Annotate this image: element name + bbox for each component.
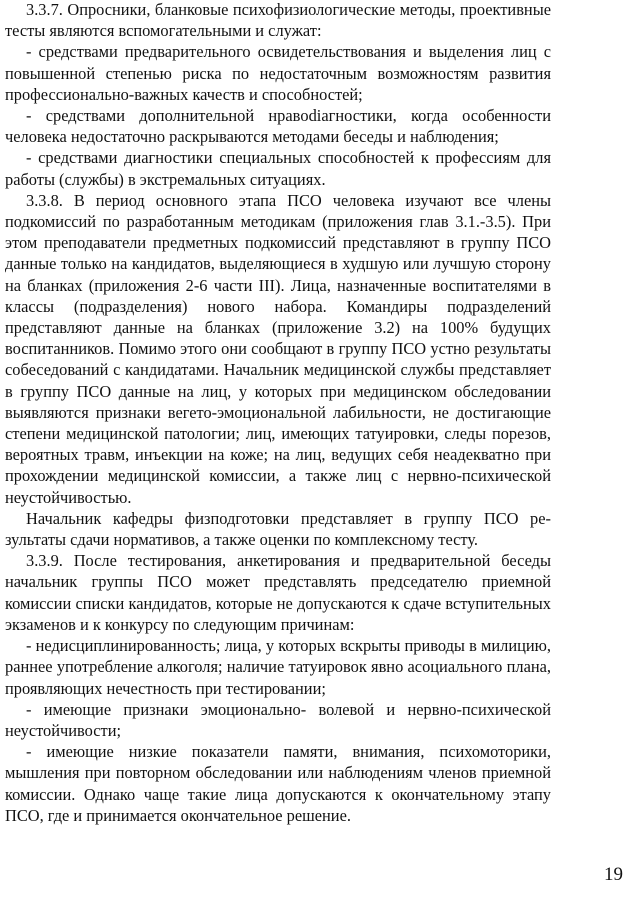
- list-item-additional-diagnostics: - средствами дополнительной нравodiагностики, когда особенности человека недостаточно раскрываются методами беседы и наблюдения;: [5, 106, 551, 147]
- list-item-indiscipline: - недисциплинированность; лица, у которых вскрыты приводы в милицию, раннее употребление алкоголя; наличие татуировок явно асоциального плана, проявляющих нечестность при тестировании;: [5, 636, 551, 698]
- paragraph-3-3-7: 3.3.7. Опросники, бланковые психофизиологические методы, проективные тесты являются вспомогательными и служат:: [5, 0, 551, 41]
- list-item-low-indicators: - имеющие низкие показатели памяти, внимания, психомоторики, мышления при повторном обследовании или наблюдениям членов приемной комиссии. Однако чаще такие лица допускаются к окончательному этапу ПСО, где и принимается окончательное решение.: [5, 742, 551, 825]
- paragraph-3-3-9: 3.3.9. После тестирования, анкетирования и предварительной беседы начальник группы ПСО может представлять председателю приемной комиссии списки кандидатов, которые не допускаются к сдаче вступительных экзаменов и к конкурсу по следующим причинам:: [5, 551, 551, 634]
- paragraph-3-3-8: 3.3.8. В период основного этапа ПСО человека изучают все члены подкомиссий по разработанным методикам (приложения глав 3.1.-3.5). При этом преподаватели предметных подкомиссий представляют в группу ПСО данные только на кандидатов, выделяющиеся в худшую или лучшую сторону на бланках (приложения 2-6 части III). Лица, назначенные воспитателями в классы (подразделения) нового набора. Командиры подразделений представляют данные на бланках (приложение 3.2) на 100% будущих воспитанников. Помимо этого они сообщают в группу ПСО устно результаты собеседований с кандидатами. Начальник медицинской службы представляет в группу ПСО данные на лиц, у которых при медицинском обследовании выявляются признаки вегето-эмоциональной лабильности, не достигающие степени медицинской патологии; лиц, имеющих татуировки, следы порезов, вероятных травм, инъекции на коже; на лиц, ведущих себя неадекватно при прохождении медицинской комиссии, а также лиц с нервно-психической неустойчивостью.: [5, 190, 551, 507]
- paragraph-physical-training: Начальник кафедры физподготовки представляет в группу ПСО результаты сдачи нормативов, а также оценки по комплексному тесту.: [5, 508, 551, 550]
- text-column: [5, 0, 551, 826]
- page-number: 19: [604, 864, 623, 885]
- list-item-emotional-instability: - имеющие признаки эмоционально- волевой и нервно-психической неустойчивости;: [5, 699, 551, 740]
- list-item-special-abilities: - средствами диагностики специальных способностей к профессиям для работы (службы) в экстремальных ситуациях.: [5, 148, 551, 189]
- list-item-preliminary-examination: - средствами предварительного освидетельствования и выделения лиц с повышенной степенью риска по недостаточным возможностям развития профессионально-важных качеств и способностей;: [5, 42, 551, 104]
